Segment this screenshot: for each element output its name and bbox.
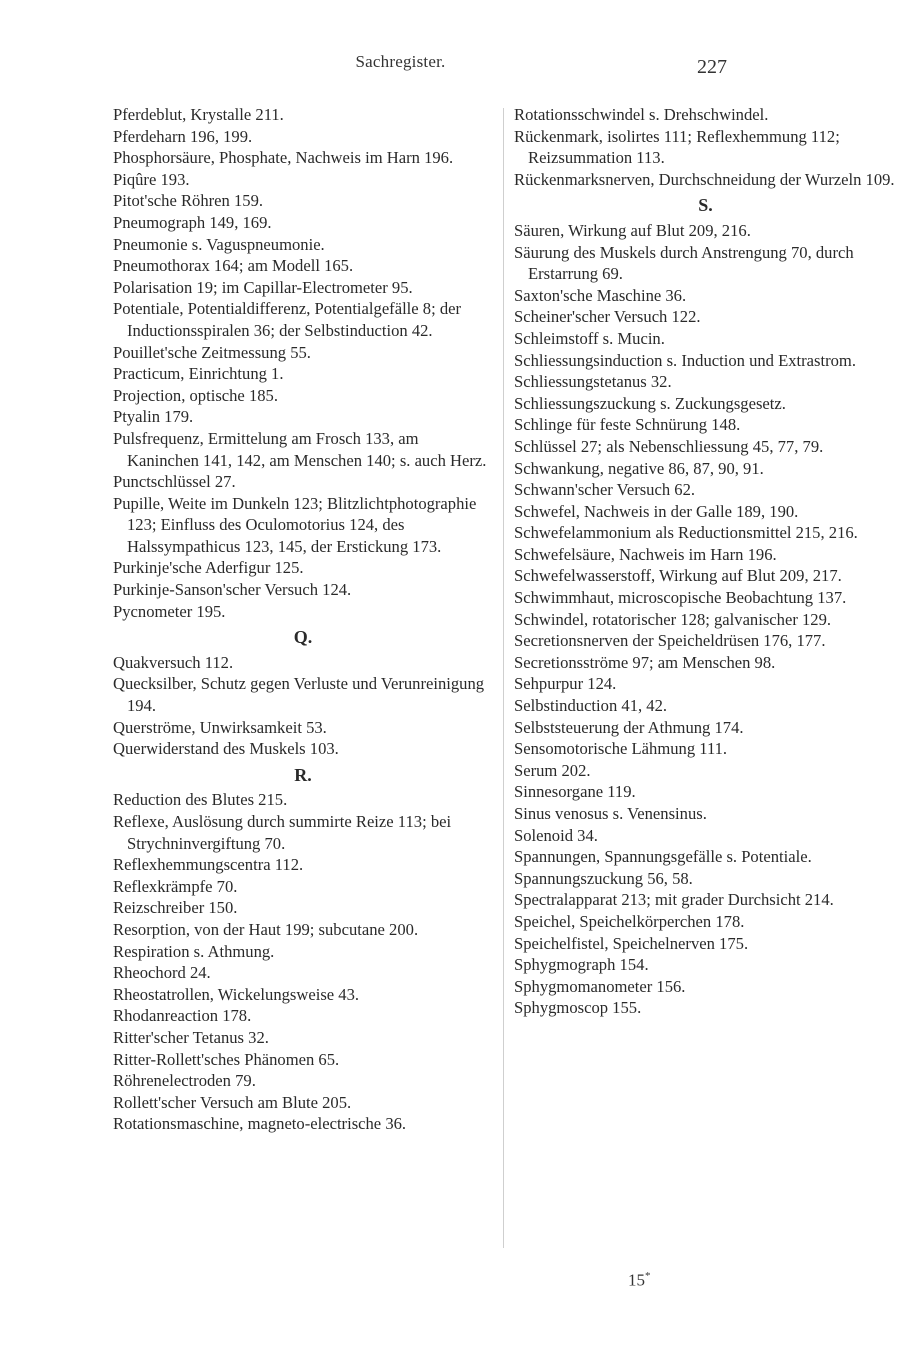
index-entry: Purkinje-Sanson'scher Versuch 124.: [113, 580, 352, 600]
index-entry: Querwiderstand des Muskels 103.: [113, 739, 339, 759]
index-entry: Selbstinduction 41, 42.: [514, 696, 668, 716]
index-entry: Pulsfrequenz, Ermittelung am Frosch 133, am Kaninchen 141, 142, am Menschen 140; s. auch Herz.: [113, 428, 487, 470]
index-entry: Selbststeuerung der Athmung 174.: [514, 717, 744, 737]
index-entry: Pupille, Weite im Dunkeln 123; Blitzlichtphotographie 123; Einfluss des Oculomotorius 124, des Halssympathicus 123, 145, der Erstickung 173.: [113, 493, 477, 556]
section-letter: S.: [698, 195, 713, 216]
index-entry: Sehpurpur 124.: [514, 674, 617, 694]
page-number: 227: [697, 56, 727, 78]
index-entry: Schwefel, Nachweis in der Galle 189, 190.: [514, 501, 799, 521]
index-entry: Speichel, Speichelkörperchen 178.: [514, 911, 745, 931]
index-entry: Spannungen, Spannungsgefälle s. Potentiale.: [514, 847, 812, 867]
index-entry: Purkinje'sche Aderfigur 125.: [113, 558, 304, 578]
index-entry: Saxton'sche Maschine 36.: [514, 285, 687, 305]
index-entry: Schlüssel 27; als Nebenschliessung 45, 77, 79.: [514, 436, 824, 456]
index-entry: Polarisation 19; im Capillar-Electrometer 95.: [113, 277, 413, 297]
index-entry: Schliessungstetanus 32.: [514, 372, 672, 392]
index-entry: Schwimmhaut, microscopische Beobachtung 137.: [514, 588, 847, 608]
section-letter: R.: [294, 764, 312, 785]
index-entry: Reflexhemmungscentra 112.: [113, 855, 304, 875]
index-entry: Resorption, von der Haut 199; subcutane 200.: [113, 919, 419, 939]
index-entry: Schwefelwasserstoff, Wirkung auf Blut 209, 217.: [514, 566, 842, 586]
index-entry: Schwefelammonium als Reductionsmittel 215, 216.: [514, 523, 858, 543]
index-entry: Punctschlüssel 27.: [113, 472, 236, 492]
index-entry: Schwankung, negative 86, 87, 90, 91.: [514, 458, 764, 478]
index-entry: Practicum, Einrichtung 1.: [113, 364, 284, 384]
index-entry: Rotationsschwindel s. Drehschwindel.: [514, 105, 769, 124]
index-entry: Quecksilber, Schutz gegen Verluste und Verunreinigung 194.: [113, 674, 485, 716]
section-letter: Q.: [293, 627, 313, 648]
index-entry: Pneumonie s. Vaguspneumonie.: [113, 234, 325, 254]
index-entry: Röhrenelectroden 79.: [113, 1071, 256, 1091]
index-entry: Secretionsnerven der Speicheldrüsen 176, 177.: [514, 631, 826, 651]
index-entry: Schliessungsinduction s. Induction und Extrastrom.: [514, 350, 856, 370]
index-entry: Spannungszuckung 56, 58.: [514, 868, 693, 888]
index-entry: Schliessungszuckung s. Zuckungsgesetz.: [514, 393, 786, 413]
index-entry: Schwefelsäure, Nachweis im Harn 196.: [514, 544, 777, 564]
index-entry: Serum 202.: [514, 760, 591, 780]
index-entry: Schleimstoff s. Mucin.: [514, 328, 665, 348]
index-entry: Ritter'scher Tetanus 32.: [113, 1027, 269, 1047]
index-entry: Ritter-Rollett'sches Phänomen 65.: [113, 1049, 340, 1069]
index-entry: Reizschreiber 150.: [113, 898, 238, 918]
index-entry: Rheochord 24.: [113, 963, 211, 983]
index-entry: Rückenmarksnerven, Durchschneidung der Wurzeln 109.: [514, 169, 895, 189]
index-entry: Potentiale, Potentialdifferenz, Potentialgefälle 8; der Inductionsspiralen 36; der Selbstinduction 42.: [113, 299, 462, 340]
index-entry: Schwann'scher Versuch 62.: [514, 480, 696, 500]
index-entry: Phosphorsäure, Phosphate, Nachweis im Harn 196.: [113, 148, 454, 168]
index-entry: Säurung des Muskels durch Anstrengung 70, durch Erstarrung 69.: [514, 242, 854, 284]
index-entry: Sinnesorgane 119.: [514, 782, 636, 802]
index-entry: Rhodanreaction 178.: [113, 1006, 252, 1026]
index-entry: Ptyalin 179.: [113, 407, 194, 427]
column-divider: [503, 108, 504, 1248]
index-entry: Säuren, Wirkung auf Blut 209, 216.: [514, 220, 751, 240]
index-entry: Rotationsmaschine, magneto-electrische 36.: [113, 1114, 407, 1134]
index-entry: Sphygmograph 154.: [514, 955, 649, 975]
index-column-right: [514, 104, 897, 1019]
index-entry: Querströme, Unwirksamkeit 53.: [113, 717, 327, 737]
index-entry: Pneumograph 149, 169.: [113, 212, 272, 232]
signature-asterisk: *: [645, 1270, 651, 1282]
index-entry: Speichelfistel, Speichelnerven 175.: [514, 933, 749, 953]
index-entry: Sphygmoscop 155.: [514, 998, 642, 1018]
index-entry: Spectralapparat 213; mit grader Durchsicht 214.: [514, 890, 834, 910]
index-entry: Solenoid 34.: [514, 825, 598, 845]
index-column-left: [113, 104, 493, 1135]
index-entry: Secretionsströme 97; am Menschen 98.: [514, 652, 776, 672]
index-entry: Pferdeharn 196, 199.: [113, 126, 253, 146]
index-entry: Reflexkrämpfe 70.: [113, 876, 238, 896]
index-entry: Scheiner'scher Versuch 122.: [514, 307, 701, 327]
running-head: Sachregister.: [355, 52, 446, 71]
index-entry: Reflexe, Auslösung durch summirte Reize 113; bei Strychninvergiftung 70.: [113, 812, 452, 853]
index-entry: Piqûre 193.: [113, 169, 190, 189]
signature-number: 15: [628, 1270, 645, 1290]
index-entry: Rollett'scher Versuch am Blute 205.: [113, 1092, 352, 1112]
index-entry: Rückenmark, isolirtes 111; Reflexhemmung 112; Reizsummation 113.: [514, 126, 840, 168]
index-entry: Rheostatrollen, Wickelungsweise 43.: [113, 984, 360, 1004]
index-entry: Pferdeblut, Krystalle 211.: [113, 105, 284, 124]
index-entry: Quakversuch 112.: [113, 652, 234, 672]
index-entry: Sinus venosus s. Venensinus.: [514, 804, 707, 823]
index-entry: Pouillet'sche Zeitmessung 55.: [113, 342, 311, 362]
index-entry: Schwindel, rotatorischer 128; galvanischer 129.: [514, 609, 832, 629]
index-entry: Schlinge für feste Schnürung 148.: [514, 415, 741, 435]
index-entry: Pneumothorax 164; am Modell 165.: [113, 256, 354, 276]
index-entry: Sphygmomanometer 156.: [514, 976, 686, 996]
index-entry: Pycnometer 195.: [113, 601, 226, 621]
index-entry: Pitot'sche Röhren 159.: [113, 191, 264, 211]
index-entry: Reduction des Blutes 215.: [113, 790, 288, 810]
signature-mark: [628, 1270, 651, 1291]
index-entry: Respiration s. Athmung.: [113, 941, 275, 961]
index-entry: Projection, optische 185.: [113, 385, 278, 405]
index-entry: Sensomotorische Lähmung 111.: [514, 739, 728, 759]
